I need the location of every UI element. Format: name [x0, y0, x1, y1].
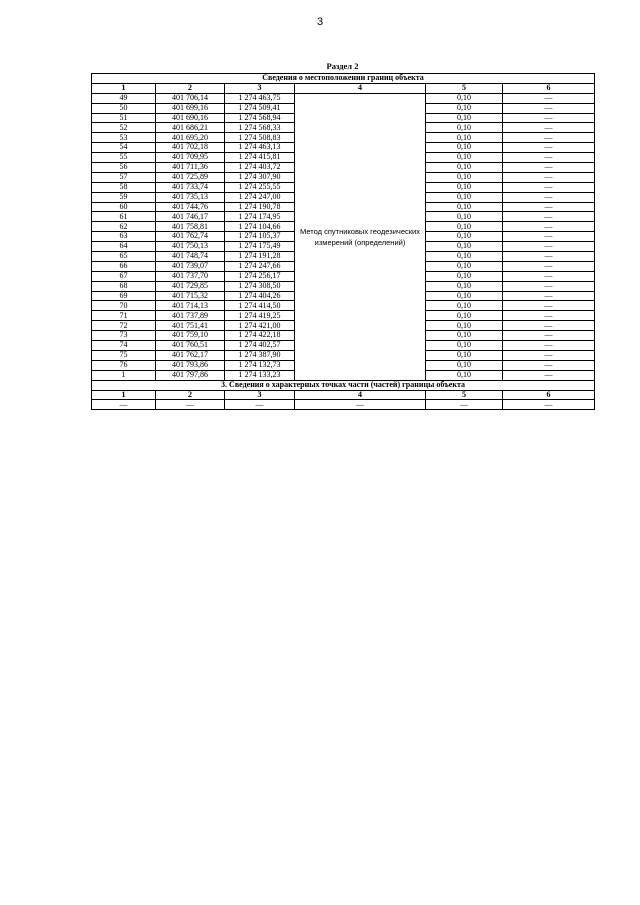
- accuracy: 0,10: [426, 360, 503, 370]
- coordinate-y: 1 274 422,18: [225, 331, 295, 341]
- point-number: 75: [92, 350, 156, 360]
- coordinate-x: 401 762,17: [156, 350, 225, 360]
- point-number: 74: [92, 341, 156, 351]
- coordinate-x: 401 733,74: [156, 182, 225, 192]
- coordinate-x: 401 744,76: [156, 202, 225, 212]
- coordinate-x: 401 695,20: [156, 133, 225, 143]
- point-number: 55: [92, 153, 156, 163]
- coordinate-y: 1 274 174,95: [225, 212, 295, 222]
- point-number: 1: [92, 370, 156, 380]
- coordinate-x: 401 725,89: [156, 172, 225, 182]
- coordinate-y: 1 274 190,78: [225, 202, 295, 212]
- point-number: 64: [92, 242, 156, 252]
- coordinate-x: 401 750,13: [156, 242, 225, 252]
- coordinate-x: 401 759,10: [156, 331, 225, 341]
- coordinate-y: 1 274 256,17: [225, 271, 295, 281]
- accuracy: 0,10: [426, 252, 503, 262]
- point-description: —: [503, 341, 595, 351]
- point-number: 54: [92, 143, 156, 153]
- coordinate-x: 401 690,16: [156, 113, 225, 123]
- section3-cell: —: [156, 400, 225, 410]
- coordinate-x: 401 711,36: [156, 163, 225, 173]
- section3-column-number-row: [92, 390, 595, 400]
- coordinate-y: 1 274 402,57: [225, 341, 295, 351]
- coordinate-y: 1 274 255,55: [225, 182, 295, 192]
- accuracy: 0,10: [426, 242, 503, 252]
- accuracy: 0,10: [426, 202, 503, 212]
- section3-cell: —: [92, 400, 156, 410]
- coordinate-x: 401 793,86: [156, 360, 225, 370]
- coordinate-y: 1 274 568,33: [225, 123, 295, 133]
- coordinate-x: 401 699,16: [156, 103, 225, 113]
- point-description: —: [503, 291, 595, 301]
- point-description: —: [503, 271, 595, 281]
- accuracy: 0,10: [426, 192, 503, 202]
- point-description: —: [503, 321, 595, 331]
- accuracy: 0,10: [426, 232, 503, 242]
- accuracy: 0,10: [426, 153, 503, 163]
- column-number: 4: [295, 83, 426, 93]
- column-number: 6: [503, 390, 595, 400]
- point-description: —: [503, 360, 595, 370]
- column-number: 6: [503, 83, 595, 93]
- accuracy: 0,10: [426, 113, 503, 123]
- coordinate-x: 401 729,85: [156, 281, 225, 291]
- coordinate-x: 401 762,74: [156, 232, 225, 242]
- coordinate-y: 1 274 132,73: [225, 360, 295, 370]
- coordinate-x: 401 737,70: [156, 271, 225, 281]
- coordinate-y: 1 274 133,23: [225, 370, 295, 380]
- column-number: 1: [92, 83, 156, 93]
- point-number: 57: [92, 172, 156, 182]
- point-description: —: [503, 232, 595, 242]
- accuracy: 0,10: [426, 123, 503, 133]
- coordinate-y: 1 274 104,66: [225, 222, 295, 232]
- coordinate-y: 1 274 414,50: [225, 301, 295, 311]
- coordinate-y: 1 274 415,81: [225, 153, 295, 163]
- coordinate-y: 1 274 387,90: [225, 350, 295, 360]
- coordinate-y: 1 274 247,00: [225, 192, 295, 202]
- accuracy: 0,10: [426, 321, 503, 331]
- table-heading-row: [92, 74, 595, 84]
- coordinate-y: 1 274 247,66: [225, 261, 295, 271]
- section3-row: [92, 400, 595, 410]
- accuracy: 0,10: [426, 212, 503, 222]
- coordinate-y: 1 274 307,90: [225, 172, 295, 182]
- point-description: —: [503, 113, 595, 123]
- section3-cell: —: [426, 400, 503, 410]
- boundary-coordinates-table: [91, 73, 595, 410]
- accuracy: 0,10: [426, 291, 503, 301]
- coordinate-x: 401 746,17: [156, 212, 225, 222]
- point-number: 60: [92, 202, 156, 212]
- column-number: 3: [225, 390, 295, 400]
- column-number: 5: [426, 390, 503, 400]
- point-number: 59: [92, 192, 156, 202]
- coordinate-y: 1 274 509,41: [225, 103, 295, 113]
- section3-cell: —: [295, 400, 426, 410]
- point-number: 62: [92, 222, 156, 232]
- page-number: 3: [316, 16, 324, 28]
- method-cell: Метод спутниковых геодезических измерений (определений): [295, 93, 426, 380]
- table-heading: Сведения о местоположении границ объекта: [92, 74, 595, 84]
- accuracy: 0,10: [426, 311, 503, 321]
- coordinate-y: 1 274 421,00: [225, 321, 295, 331]
- coordinate-y: 1 274 419,25: [225, 311, 295, 321]
- point-number: 66: [92, 261, 156, 271]
- coordinate-x: 401 735,13: [156, 192, 225, 202]
- point-description: —: [503, 172, 595, 182]
- point-description: —: [503, 182, 595, 192]
- point-number: 61: [92, 212, 156, 222]
- point-description: —: [503, 202, 595, 212]
- section3-heading-row: [92, 380, 595, 390]
- point-number: 72: [92, 321, 156, 331]
- accuracy: 0,10: [426, 182, 503, 192]
- accuracy: 0,10: [426, 103, 503, 113]
- column-number: 5: [426, 83, 503, 93]
- accuracy: 0,10: [426, 172, 503, 182]
- coordinate-x: 401 739,07: [156, 261, 225, 271]
- accuracy: 0,10: [426, 163, 503, 173]
- table-body: [92, 74, 595, 410]
- coordinate-y: 1 274 404,26: [225, 291, 295, 301]
- column-number: 2: [156, 390, 225, 400]
- coordinate-y: 1 274 403,72: [225, 163, 295, 173]
- column-number: 2: [156, 83, 225, 93]
- point-number: 58: [92, 182, 156, 192]
- coordinate-y: 1 274 463,75: [225, 93, 295, 103]
- accuracy: 0,10: [426, 331, 503, 341]
- coordinate-y: 1 274 175,49: [225, 242, 295, 252]
- point-description: —: [503, 153, 595, 163]
- coordinate-y: 1 274 308,50: [225, 281, 295, 291]
- table-row: [92, 93, 595, 103]
- point-description: —: [503, 261, 595, 271]
- accuracy: 0,10: [426, 301, 503, 311]
- accuracy: 0,10: [426, 271, 503, 281]
- point-description: —: [503, 331, 595, 341]
- point-number: 76: [92, 360, 156, 370]
- point-description: —: [503, 222, 595, 232]
- point-description: —: [503, 133, 595, 143]
- point-description: —: [503, 143, 595, 153]
- coordinate-y: 1 274 463,13: [225, 143, 295, 153]
- accuracy: 0,10: [426, 93, 503, 103]
- point-number: 56: [92, 163, 156, 173]
- coordinate-x: 401 709,95: [156, 153, 225, 163]
- coordinate-x: 401 706,14: [156, 93, 225, 103]
- accuracy: 0,10: [426, 143, 503, 153]
- coordinate-y: 1 274 568,94: [225, 113, 295, 123]
- point-number: 69: [92, 291, 156, 301]
- accuracy: 0,10: [426, 261, 503, 271]
- accuracy: 0,10: [426, 370, 503, 380]
- point-number: 53: [92, 133, 156, 143]
- point-number: 70: [92, 301, 156, 311]
- point-description: —: [503, 252, 595, 262]
- point-number: 73: [92, 331, 156, 341]
- section3-heading: 3. Сведения о характерных точках части (частей) границы объекта: [92, 380, 595, 390]
- accuracy: 0,10: [426, 341, 503, 351]
- point-description: —: [503, 242, 595, 252]
- point-number: 50: [92, 103, 156, 113]
- accuracy: 0,10: [426, 133, 503, 143]
- point-description: —: [503, 370, 595, 380]
- coordinate-x: 401 715,32: [156, 291, 225, 301]
- point-description: —: [503, 212, 595, 222]
- coordinate-x: 401 797,86: [156, 370, 225, 380]
- point-number: 49: [92, 93, 156, 103]
- column-number: 4: [295, 390, 426, 400]
- coordinate-x: 401 748,74: [156, 252, 225, 262]
- point-number: 52: [92, 123, 156, 133]
- point-description: —: [503, 163, 595, 173]
- point-number: 71: [92, 311, 156, 321]
- coordinate-y: 1 274 508,83: [225, 133, 295, 143]
- point-number: 65: [92, 252, 156, 262]
- point-number: 67: [92, 271, 156, 281]
- column-number: 1: [92, 390, 156, 400]
- point-description: —: [503, 281, 595, 291]
- point-number: 68: [92, 281, 156, 291]
- point-description: —: [503, 123, 595, 133]
- section3-cell: —: [503, 400, 595, 410]
- point-description: —: [503, 350, 595, 360]
- point-number: 63: [92, 232, 156, 242]
- coordinate-x: 401 760,51: [156, 341, 225, 351]
- accuracy: 0,10: [426, 222, 503, 232]
- coordinate-x: 401 686,21: [156, 123, 225, 133]
- coordinate-x: 401 702,18: [156, 143, 225, 153]
- coordinate-x: 401 737,89: [156, 311, 225, 321]
- point-description: —: [503, 192, 595, 202]
- accuracy: 0,10: [426, 281, 503, 291]
- point-description: —: [503, 301, 595, 311]
- section3-cell: —: [225, 400, 295, 410]
- point-number: 51: [92, 113, 156, 123]
- coordinate-x: 401 758,81: [156, 222, 225, 232]
- column-number-row: [92, 83, 595, 93]
- accuracy: 0,10: [426, 350, 503, 360]
- point-description: —: [503, 311, 595, 321]
- section-title: Раздел 2: [326, 61, 359, 71]
- coordinate-y: 1 274 191,28: [225, 252, 295, 262]
- coordinate-y: 1 274 105,37: [225, 232, 295, 242]
- coordinate-x: 401 751,41: [156, 321, 225, 331]
- point-description: —: [503, 103, 595, 113]
- point-description: —: [503, 93, 595, 103]
- column-number: 3: [225, 83, 295, 93]
- coordinate-x: 401 714,13: [156, 301, 225, 311]
